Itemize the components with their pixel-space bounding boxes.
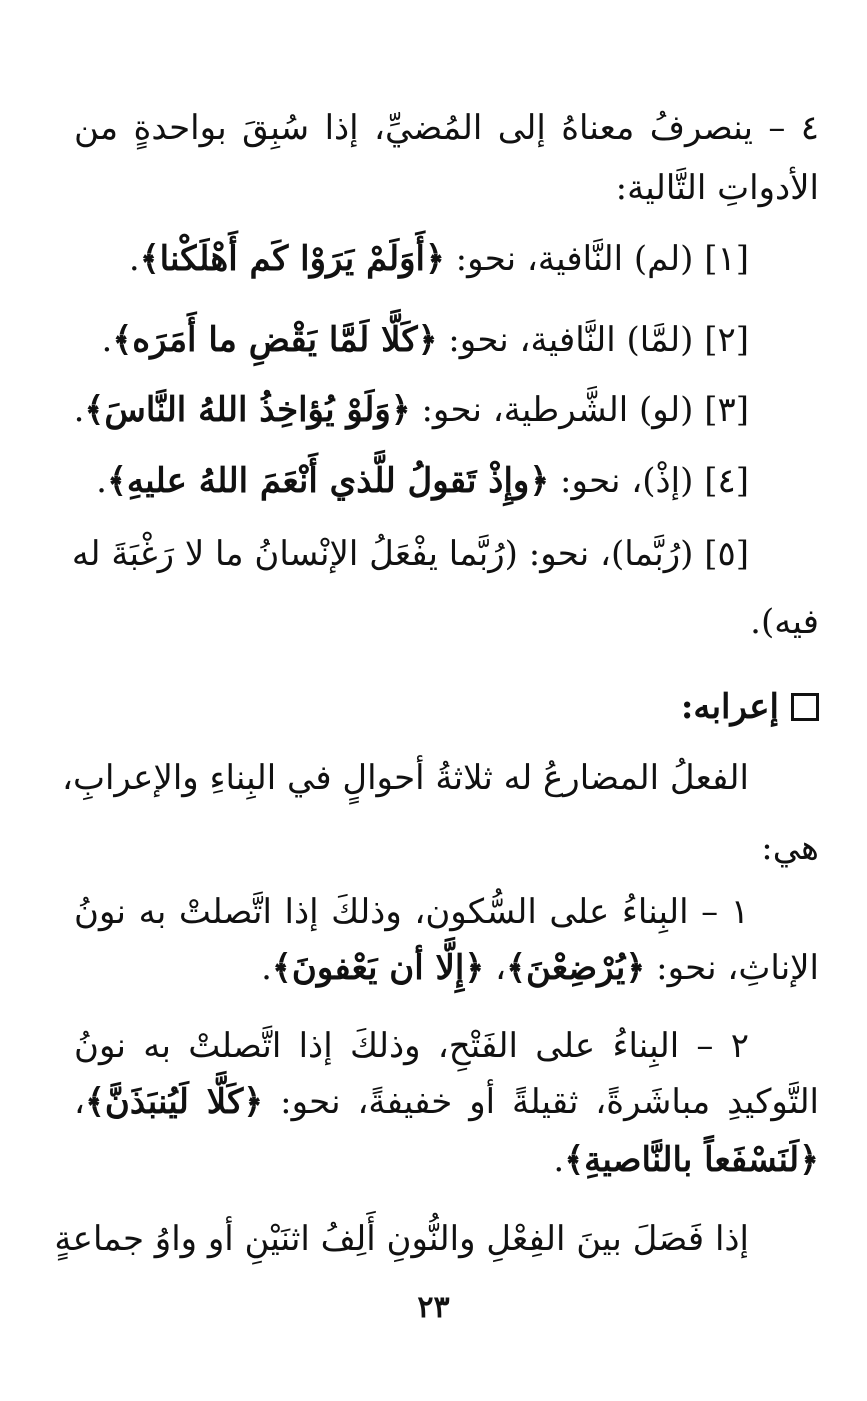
text-line [74, 944, 819, 992]
text-segment: . [101, 320, 113, 360]
quran-quote: ﴿كَلَّا لَيُنبَذَنَّ﴾ [84, 1082, 264, 1122]
page-number: ٢٣ [417, 1290, 450, 1325]
text-segment: . [128, 239, 140, 279]
quran-quote: ﴿لَنَسْفَعاً بالنَّاصيةِ﴾ [564, 1140, 819, 1180]
text-segment: [٢] (لمَّا) النَّافية، نحو: [437, 320, 749, 360]
quran-quote: ﴿وَلَوْ يُؤاخِذُ اللهُ النَّاسَ﴾ [84, 390, 411, 430]
text-segment: [٣] (لو) الشَّرطية، نحو: [410, 390, 749, 430]
example-line [74, 457, 749, 505]
text-line [74, 1136, 819, 1184]
quran-quote: ﴿يُرْضِعْنَ﴾ [506, 948, 646, 988]
text-segment: . [553, 1140, 565, 1180]
text-segment: ٢ – البِناءُ على الفَتْحِ، وذلكَ إذا اتَّصلتْ به نونُ [74, 1026, 749, 1066]
quran-quote: ﴿أَوَلَمْ يَرَوْا كَم أَهْلَكْنا﴾ [139, 239, 445, 279]
text-line [61, 754, 749, 802]
text-segment: هي: [761, 828, 819, 868]
text-segment: ١ – البِناءُ على السُّكون، وذلكَ إذا اتَّصلتْ به نونُ [74, 892, 749, 932]
text-line [74, 1078, 819, 1126]
square-bullet-icon [791, 693, 819, 721]
example-line [74, 316, 749, 364]
text-segment: الفعلُ المضارعُ له ثلاثةُ أحوالٍ في البِناءِ والإعرابِ، [61, 758, 749, 798]
text-segment: ، [484, 948, 507, 988]
section-heading [681, 683, 819, 731]
quran-quote: ﴿وإِذْ تَقولُ للَّذي أَنْعَمَ اللهُ عليهِ﴾ [106, 461, 550, 501]
text-segment: . [261, 948, 272, 988]
text-line [74, 1022, 749, 1070]
text-line [74, 598, 819, 646]
text-segment: . [96, 461, 107, 501]
text-segment: [٤] (إذْ)، نحو: [549, 461, 749, 501]
text-segment: التَّوكيدِ مباشَرةً، ثقيلةً أو خفيفةً، نحو: [263, 1082, 820, 1122]
heading-text: إعرابه: [680, 687, 779, 727]
text-segment: الأدواتِ التَّالية: [615, 168, 819, 208]
text-segment: ٤ – ينصرفُ معناهُ إلى المُضيِّ، إذا سُبِقَ بواحدةٍ من [74, 108, 819, 148]
text-line [54, 1215, 749, 1263]
text-line [74, 164, 819, 212]
text-segment: فيه). [750, 602, 819, 642]
text-segment: الإناثِ، نحو: [645, 948, 819, 988]
quran-quote: ﴿كَلَّا لَمَّا يَقْضِ ما أَمَرَه﴾ [112, 320, 438, 360]
example-line [71, 530, 749, 578]
text-line [74, 888, 749, 936]
quran-quote: ﴿إِلَّا أن يَعْفونَ﴾ [271, 948, 485, 988]
text-line [74, 824, 819, 872]
text-line [74, 104, 819, 152]
text-segment: [٥] (رُبَّما)، نحو: (رُبَّما يفْعَلُ الإنْسانُ ما لا رَغْبَةَ له [71, 534, 749, 574]
example-line [74, 235, 749, 283]
text-segment: إذا فَصَلَ بينَ الفِعْلِ والنُّونِ أَلِفُ اثنَيْنِ أو واوُ جماعةٍ [54, 1219, 749, 1259]
text-segment: [١] (لم) النَّافية، نحو: [444, 239, 749, 279]
text-segment: ، [74, 1082, 85, 1122]
text-segment: . [73, 390, 85, 430]
example-line [74, 386, 749, 434]
